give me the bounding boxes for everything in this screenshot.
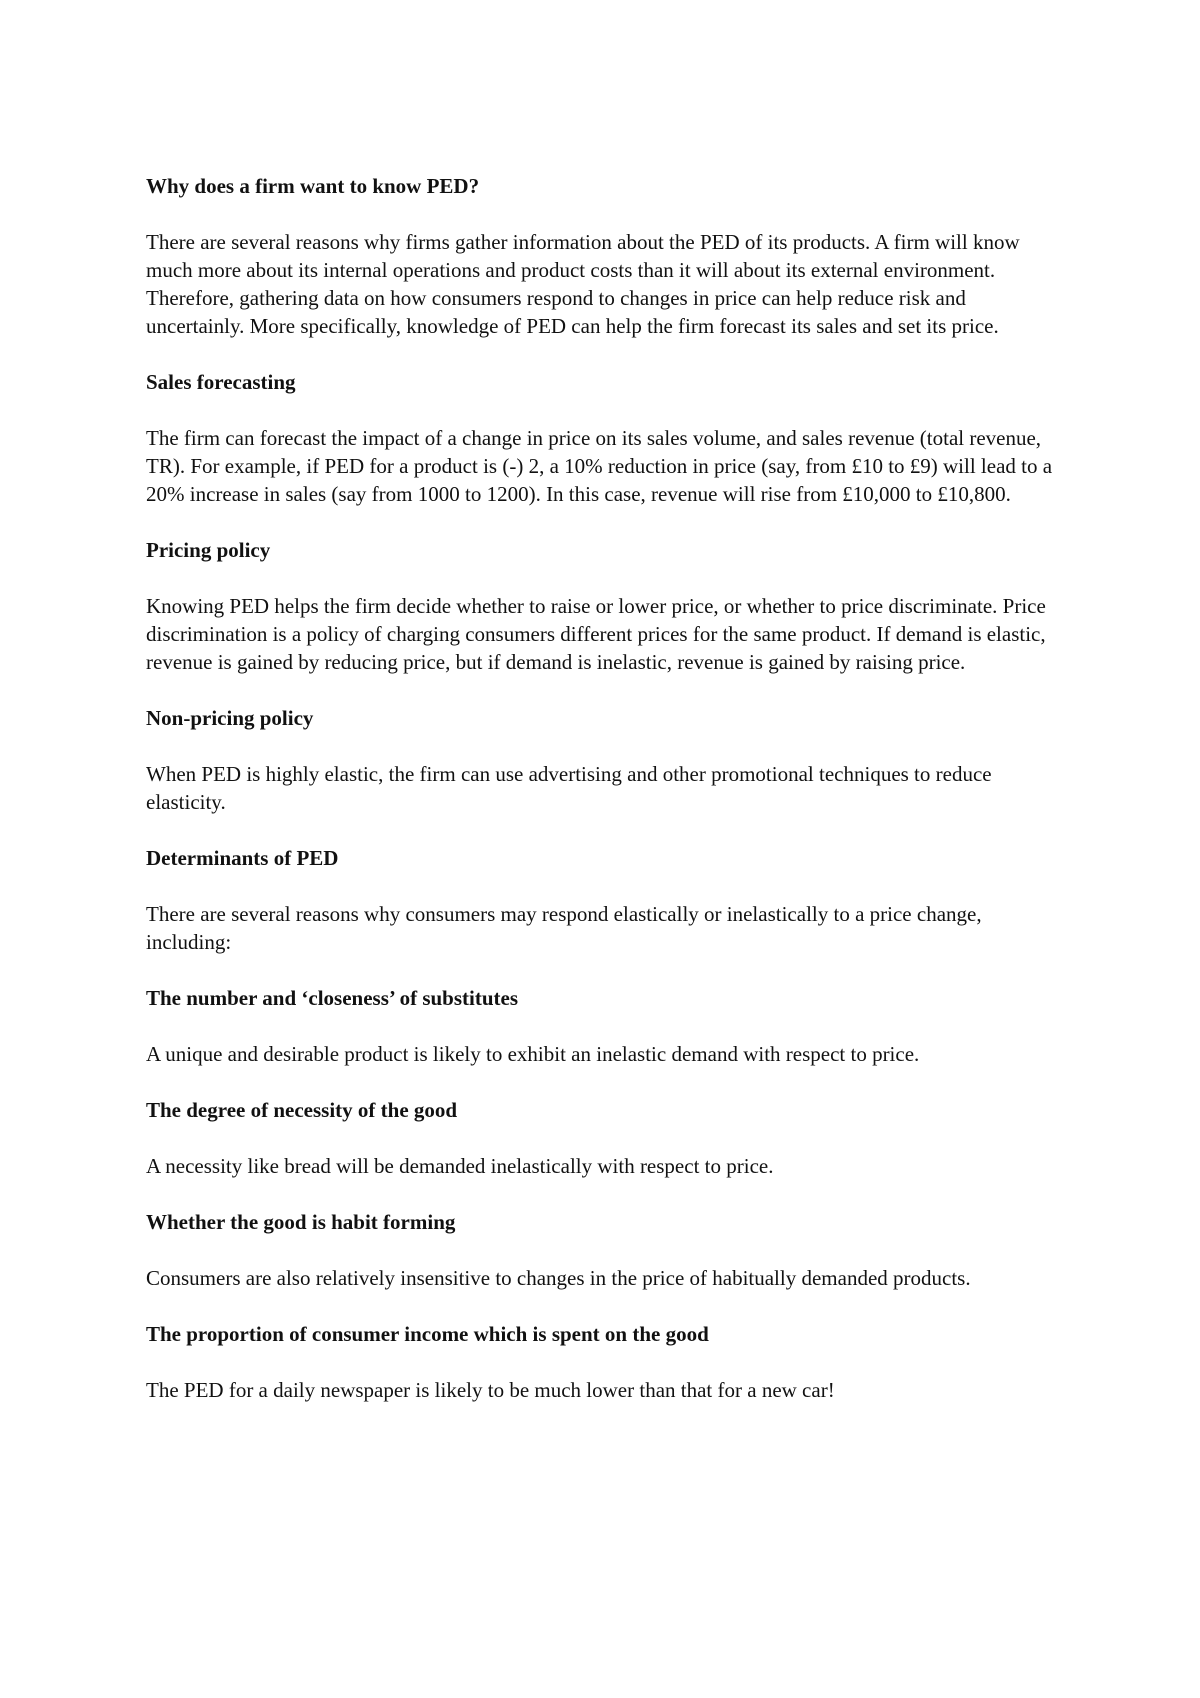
section-heading-habit-forming: Whether the good is habit forming <box>146 1210 456 1234</box>
section-text-substitutes: A unique and desirable product is likely to exhibit an inelastic demand with respect to price. <box>146 1042 920 1066</box>
section-text-habit-forming: Consumers are also relatively insensitive to changes in the price of habitually demanded products. <box>146 1266 971 1290</box>
section-heading-non-pricing-policy: Non-pricing policy <box>146 706 314 730</box>
section-heading-why-ped: Why does a firm want to know PED? <box>146 174 480 198</box>
section-text-non-pricing-policy: When PED is highly elastic, the firm can use advertising and other promotional techniques to reduce elasticity. <box>146 762 992 814</box>
section-text-sales-forecasting: The firm can forecast the impact of a change in price on its sales volume, and sales revenue (total revenue, TR). For example, if PED for a product is (-) 2, a 10% reduction in price (say, from £10 to £9) will lead to a 20% increase in sales (say from 1000 to 1200). In this case, revenue will rise from £10,000 to £10,800. <box>146 426 1053 506</box>
section-heading-necessity: The degree of necessity of the good <box>146 1098 458 1122</box>
section-heading-pricing-policy: Pricing policy <box>146 538 271 562</box>
section-text-determinants: There are several reasons why consumers may respond elastically or inelastically to a price change, including: <box>146 902 982 954</box>
section-heading-sales-forecasting: Sales forecasting <box>146 370 296 394</box>
section-heading-income-proportion: The proportion of consumer income which is spent on the good <box>146 1322 709 1346</box>
document-body <box>146 172 1066 1432</box>
section-text-pricing-policy: Knowing PED helps the firm decide whether to raise or lower price, or whether to price discriminate. Price discrimination is a policy of charging consumers different prices for the same product. If demand is elastic, revenue is gained by reducing price, but if demand is inelastic, revenue is gained by raising price. <box>146 594 1046 674</box>
section-heading-determinants: Determinants of PED <box>146 846 339 870</box>
section-text-income-proportion: The PED for a daily newspaper is likely to be much lower than that for a new car! <box>146 1378 835 1402</box>
section-text-necessity: A necessity like bread will be demanded inelastically with respect to price. <box>146 1154 774 1178</box>
section-text-why-ped: There are several reasons why firms gather information about the PED of its products. A firm will know much more about its internal operations and product costs than it will about its external environment. Therefore, gathering data on how consumers respond to changes in price can help reduce risk and uncertainly. More specifically, knowledge of PED can help the firm forecast its sales and set its price. <box>146 230 1020 338</box>
section-heading-substitutes: The number and ‘closeness’ of substitutes <box>146 986 519 1010</box>
